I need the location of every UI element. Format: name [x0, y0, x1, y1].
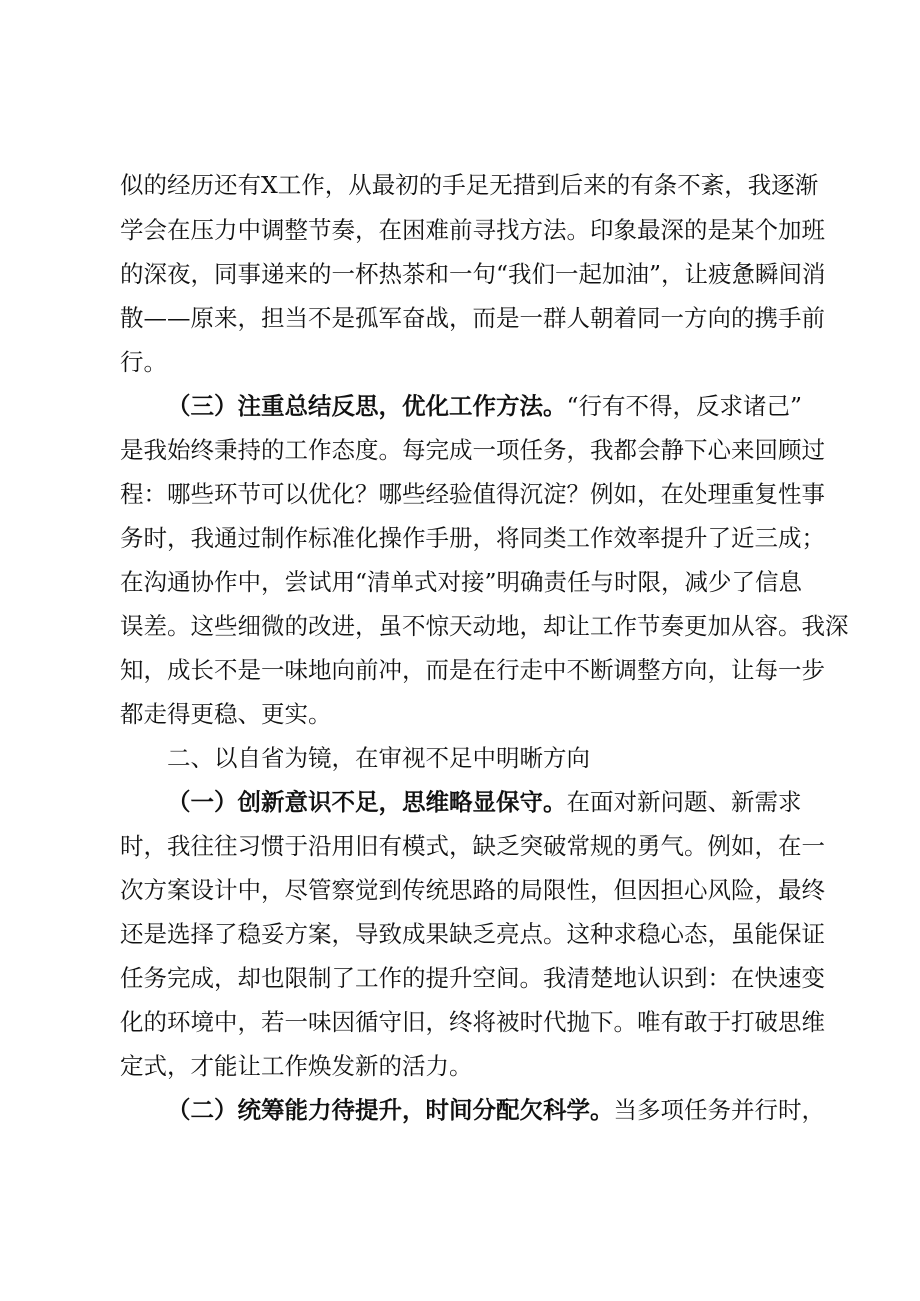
sub1-title: （一）创新意识不足，思维略显保守。: [167, 788, 567, 816]
section3-first-line-text: “行有不得，反求诸己”: [566, 392, 803, 420]
paragraph-line: 学会在压力中调整节奏，在困难前寻找方法。印象最深的是某个加班: [120, 216, 825, 244]
paragraph-line: 务时，我通过制作标准化操作手册，将同类工作效率提升了近三成；: [120, 524, 825, 552]
sub2-first-line: [167, 1088, 825, 1132]
paragraph-line: 误差。这些细微的改进，虽不惊天动地，却让工作节奏更加从容。我深: [120, 612, 849, 640]
paragraph-line: 在沟通协作中，尝试用“清单式对接”明确责任与时限，减少了信息: [120, 568, 803, 596]
sub1-first-line-text: 在面对新问题、新需求: [566, 788, 802, 816]
paragraph-line: 次方案设计中，尽管察觉到传统思路的局限性，但因担心风险，最终: [120, 876, 825, 904]
paragraph-line: 程：哪些环节可以优化？哪些经验值得沉淀？例如，在处理重复性事: [120, 480, 825, 508]
paragraph-line: 任务完成，却也限制了工作的提升空间。我清楚地认识到：在快速变: [120, 964, 825, 992]
paragraph-line: 散——原来，担当不是孤军奋战，而是一群人朝着同一方向的携手前: [120, 304, 825, 332]
paragraph-line: 定式，才能让工作焕发新的活力。: [120, 1052, 473, 1080]
paragraph-line: 还是选择了稳妥方案，导致成果缺乏亮点。这种求稳心态，虽能保证: [120, 920, 825, 948]
sub2-title: （二）统筹能力待提升，时间分配欠科学。: [167, 1096, 614, 1124]
paragraph-line: 时，我往往习惯于沿用旧有模式，缺乏突破常规的勇气。例如，在一: [120, 832, 825, 860]
sub1-first-line: [167, 780, 820, 824]
section3-title: （三）注重总结反思，优化工作方法。: [167, 392, 567, 420]
paragraph-line: 的深夜，同事递来的一杯热茶和一句“我们一起加油”，让疲惫瞬间消: [120, 260, 826, 288]
paragraph-line: 都走得更稳、更实。: [120, 700, 332, 728]
paragraph-line: 知，成长不是一味地向前冲，而是在行走中不断调整方向，让每一步: [120, 656, 825, 684]
paragraph-line: 似的经历还有X工作，从最初的手足无措到后来的有条不紊，我逐渐: [120, 171, 819, 199]
section-heading: 二、以自省为镜，在审视不足中明晰方向: [167, 744, 590, 772]
paragraph-line: 行。: [120, 348, 167, 376]
paragraph-line: 是我始终秉持的工作态度。每完成一项任务，我都会静下心来回顾过: [120, 436, 825, 464]
paragraph-line: 化的环境中，若一味因循守旧，终将被时代抛下。唯有敢于打破思维: [120, 1008, 825, 1036]
sub2-first-line-text: 当多项任务并行时，: [613, 1096, 825, 1124]
section3-first-line: [167, 384, 820, 428]
